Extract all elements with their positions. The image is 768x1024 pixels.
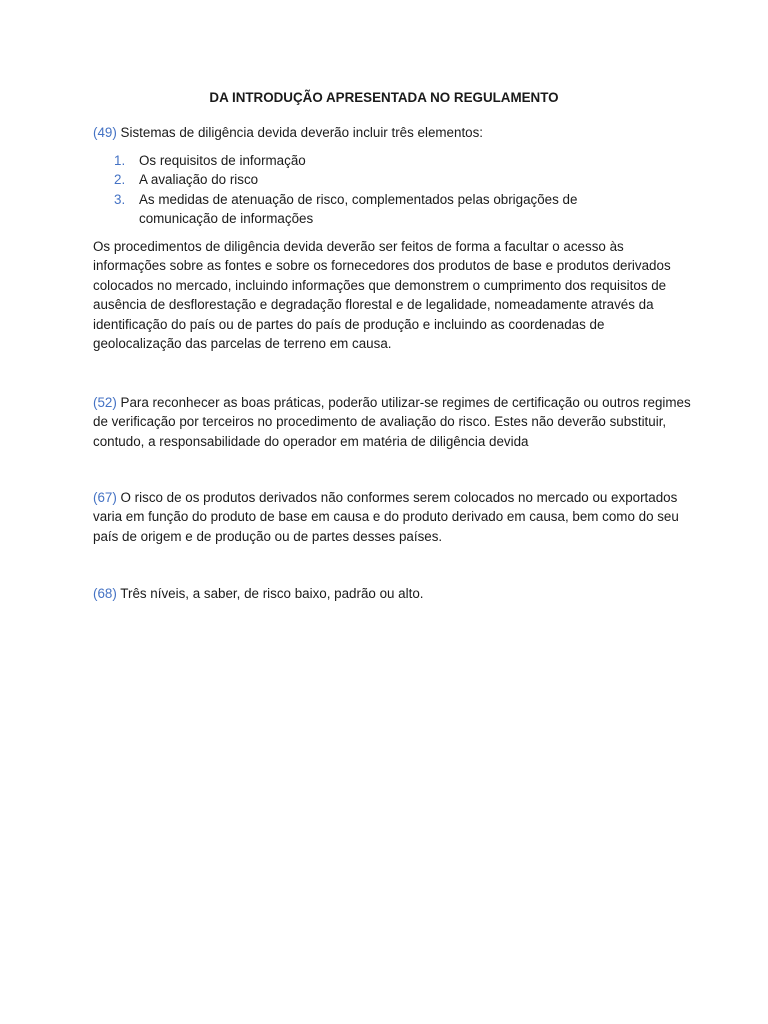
list-item-number: 3. <box>114 191 126 207</box>
list-item-number: 1. <box>114 153 126 168</box>
paragraph-52-number: (52) <box>93 395 117 410</box>
document-title: DA INTRODUÇÃO APRESENTADA NO REGULAMENTO <box>209 90 559 105</box>
list-item-text: Os requisitos de informação <box>139 153 306 168</box>
paragraph-68-number: (68) <box>93 586 117 601</box>
list-item-number: 2. <box>114 172 126 188</box>
list-item <box>114 190 604 229</box>
paragraph-68 <box>93 584 693 603</box>
paragraph-67 <box>93 488 693 546</box>
paragraph-67-text: O risco de os produtos derivados não conformes serem colocados no mercado ou exportados varia em função do produto de base em causa e do produto derivado em causa, bem como do seu país de origem e de produção ou de partes desses países. <box>93 490 679 544</box>
paragraph-49-number: (49) <box>93 125 117 140</box>
paragraph-49-text: Sistemas de diligência devida deverão incluir três elementos: <box>116 125 484 140</box>
paragraph-67-number: (67) <box>93 490 117 505</box>
paragraph-52-text: Para reconhecer as boas práticas, poderão utilizar-se regimes de certificação ou outros regimes de verificação por terceiros no procedimento de avaliação do risco. Estes não deverão substituir, contudo, a responsabilidade do operador em matéria de diligência devida <box>93 395 691 449</box>
list-item-text: A avaliação do risco <box>139 172 259 188</box>
paragraph-49 <box>93 123 693 142</box>
requirements-list <box>114 151 604 229</box>
list-item <box>114 170 604 189</box>
due-diligence-procedures-paragraph: Os procedimentos de diligência devida deverão ser feitos de forma a facultar o acesso às informações sobre as fontes e sobre os fornecedores dos produtos de base e produtos derivados colocados no mercado, incluindo informações que demonstrem o cumprimento dos requisitos de ausência de desflorestação e degradação florestal e de legalidade, nomeadamente através da identificação do país ou de partes do país de produção e incluindo as coordenadas de geolocalização das parcelas de terreno em causa. <box>93 239 671 352</box>
paragraph-68-text: Três níveis, a saber, de risco baixo, padrão ou alto. <box>116 586 424 601</box>
list-item <box>114 151 604 170</box>
paragraph-52 <box>93 393 693 451</box>
list-item-text: As medidas de atenuação de risco, complementados pelas obrigações de comunicação de informações <box>139 191 578 227</box>
